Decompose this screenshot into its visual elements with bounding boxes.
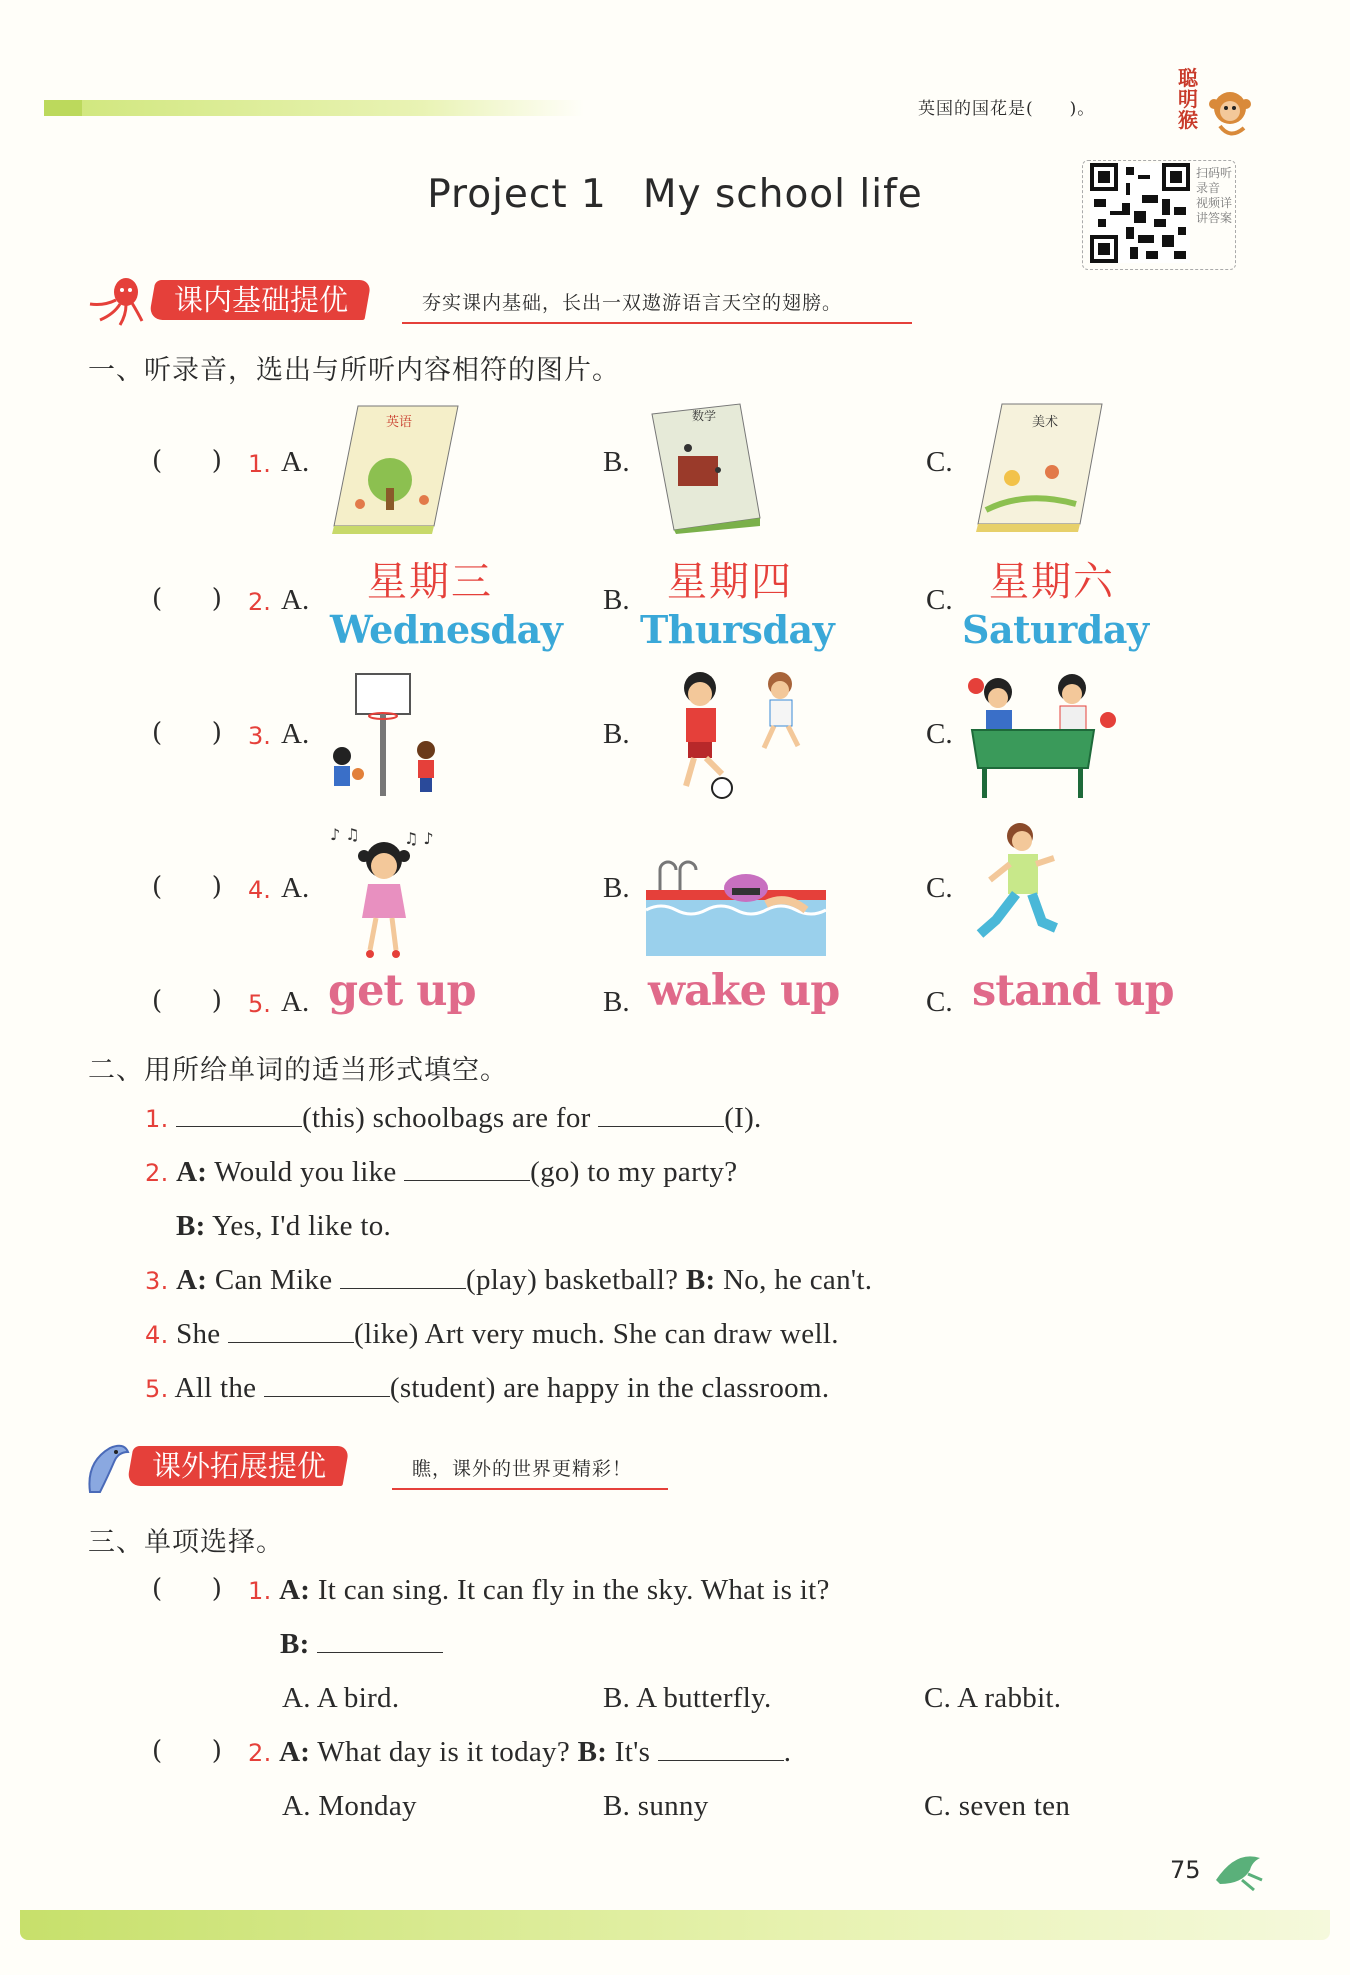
answer-paren[interactable]: ( ) <box>152 1736 222 1766</box>
section-rule <box>402 322 912 324</box>
day-chinese: 星期三 <box>367 559 493 605</box>
part2-heading: 二、用所给单词的适当形式填空。 <box>88 1055 508 1086</box>
mascot-label: 聪明猴 <box>1178 66 1198 132</box>
svg-text:♫ ♪: ♫ ♪ <box>404 829 434 848</box>
book-title: 数学 <box>692 409 717 423</box>
fill-item-1: 1. (this) schoolbags are for (I). <box>145 1102 762 1134</box>
option-label: A. <box>281 986 310 1018</box>
question-number: 5. <box>248 990 271 1018</box>
day-chinese: 星期六 <box>989 559 1115 605</box>
fill-item-4: 4. She (like) Art very much. She can draw well. <box>145 1318 839 1350</box>
option-label: B. <box>603 718 630 750</box>
answer-blank[interactable] <box>228 1318 354 1343</box>
table-tennis-icon <box>968 664 1124 804</box>
choice-question-1: 1. A: It can sing. It can fly in the sky. What is it? <box>248 1574 830 1606</box>
day-card-saturday <box>962 550 1149 652</box>
book-title: 美术 <box>1032 415 1059 430</box>
option-label: C. <box>926 718 953 750</box>
question-number: 3. <box>248 722 271 750</box>
english-book-icon <box>328 400 462 534</box>
top-stripe <box>44 100 584 116</box>
section-rule <box>392 1488 668 1490</box>
singing-girl-icon <box>326 820 442 960</box>
unit-title: My school life <box>642 172 923 217</box>
answer-blank[interactable] <box>176 1102 302 1127</box>
question-number: 2. <box>248 588 271 616</box>
choice-option[interactable]: A. Monday <box>282 1790 417 1822</box>
phrase-wake-up: wake up <box>648 966 840 1016</box>
option-label: B. <box>603 872 630 904</box>
option-label: A. <box>281 872 310 904</box>
section-banner-extension <box>130 1446 670 1490</box>
section-banner-basics <box>152 280 912 324</box>
choice-question-1-reply: B: <box>280 1628 443 1661</box>
choice-option[interactable]: C. A rabbit. <box>924 1682 1062 1714</box>
fill-item-2-reply: B: Yes, I'd like to. <box>176 1210 392 1242</box>
part1-heading: 一、听录音，选出与所听内容相符的图片。 <box>88 355 620 386</box>
answer-paren[interactable]: ( ) <box>152 584 222 614</box>
phrase-stand-up: stand up <box>972 966 1174 1016</box>
option-label: C. <box>926 872 953 904</box>
fill-item-5: 5. All the (student) are happy in the classroom. <box>145 1372 830 1404</box>
qr-code-icon[interactable] <box>1090 163 1190 263</box>
option-label: A. <box>281 446 310 478</box>
math-book-icon <box>648 400 764 534</box>
option-label: B. <box>603 986 630 1018</box>
leaf-decoration-icon <box>1212 1850 1266 1894</box>
option-label: B. <box>603 584 630 616</box>
basketball-kids-icon <box>326 670 460 804</box>
option-label: A. <box>281 584 310 616</box>
day-card-wednesday <box>330 550 563 652</box>
answer-blank[interactable] <box>658 1736 784 1761</box>
book-title: 英语 <box>386 415 413 430</box>
project-label: Project 1 <box>427 172 607 217</box>
section-tag: 课外拓展提优 <box>126 1446 349 1486</box>
day-english: Wednesday <box>330 607 563 652</box>
day-card-thursday <box>640 550 835 652</box>
fill-item-3: 3. A: Can Mike (play) basketball? B: No, he can't. <box>145 1264 873 1296</box>
choice-option[interactable]: B. A butterfly. <box>603 1682 772 1714</box>
section-motto: 夯实课内基础，长出一双遨游语言天空的翅膀。 <box>422 292 843 314</box>
day-english: Thursday <box>640 607 835 652</box>
choice-option[interactable]: B. sunny <box>603 1790 709 1822</box>
day-english: Saturday <box>962 607 1149 652</box>
answer-paren[interactable]: ( ) <box>152 872 222 902</box>
question-number: 4. <box>248 876 271 904</box>
day-chinese: 星期四 <box>667 559 793 605</box>
qr-hint: 扫码听录音 视频详讲答案 <box>1196 166 1233 225</box>
answer-blank[interactable] <box>598 1102 724 1127</box>
choice-question-2: 2. A: What day is it today? B: It's . <box>248 1736 792 1768</box>
option-label: C. <box>926 446 953 478</box>
answer-paren[interactable]: ( ) <box>152 718 222 748</box>
answer-blank[interactable] <box>317 1628 443 1653</box>
page-number: 75 <box>1170 1856 1201 1884</box>
squid-icon <box>86 276 150 328</box>
answer-blank[interactable] <box>340 1264 466 1289</box>
phrase-get-up: get up <box>328 966 476 1016</box>
section-motto: 瞧，课外的世界更精彩！ <box>412 1458 633 1480</box>
answer-paren[interactable]: ( ) <box>152 986 222 1016</box>
swimming-icon <box>646 858 826 958</box>
choice-option[interactable]: A. A bird. <box>282 1682 400 1714</box>
football-kids-icon <box>644 664 824 804</box>
answer-paren[interactable]: ( ) <box>152 1574 222 1604</box>
dolphin-icon <box>82 1440 130 1498</box>
answer-blank[interactable] <box>404 1156 530 1181</box>
section-tag: 课内基础提优 <box>148 280 371 320</box>
top-stripe-cap <box>44 100 82 116</box>
fill-item-2: 2. A: Would you like (go) to my party? <box>145 1156 738 1188</box>
answer-paren[interactable]: ( ) <box>152 446 222 476</box>
part3-heading: 三、单项选择。 <box>88 1527 284 1558</box>
running-boy-icon <box>970 820 1066 960</box>
question-number: 1. <box>248 450 271 478</box>
trivia-question: 英国的国花是( )。 <box>918 99 1096 119</box>
svg-text:♪ ♫: ♪ ♫ <box>330 825 360 844</box>
answer-blank[interactable] <box>264 1372 390 1397</box>
bottom-stripe <box>20 1910 1330 1940</box>
option-label: C. <box>926 986 953 1018</box>
choice-option[interactable]: C. seven ten <box>924 1790 1071 1822</box>
option-label: C. <box>926 584 953 616</box>
art-book-icon <box>972 400 1106 534</box>
option-label: B. <box>603 446 630 478</box>
option-label: A. <box>281 718 310 750</box>
